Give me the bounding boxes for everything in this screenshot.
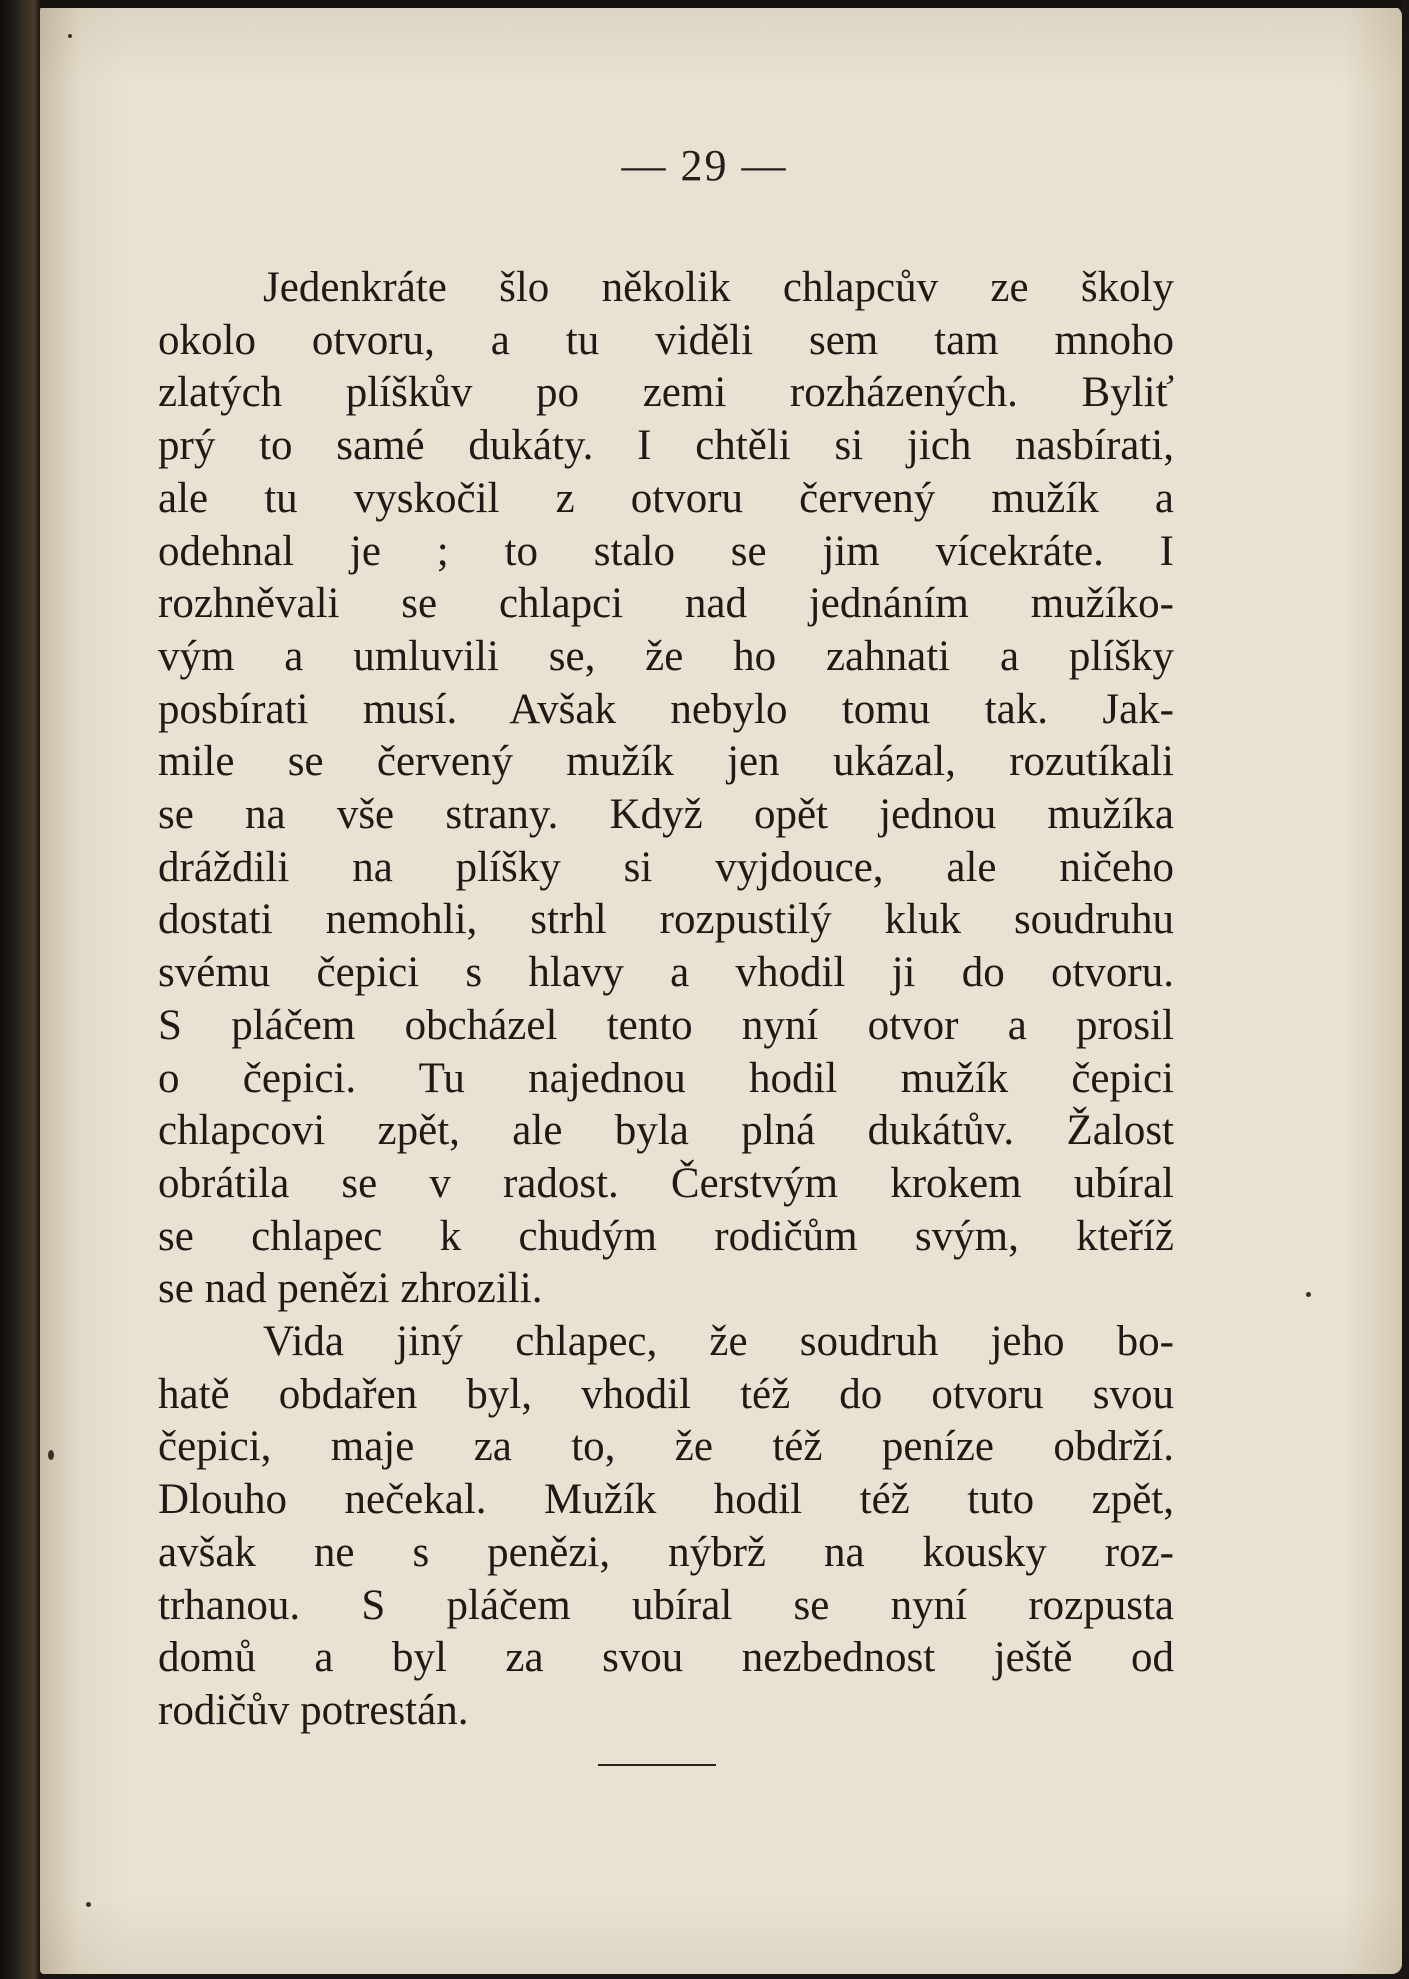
text-line: trhanou. S pláčem ubíral se nyní rozpusta [158,1581,1174,1629]
text-line: vým a umluvili se, že ho zahnati a plíšky [158,632,1174,680]
text-line: domů a byl za svou nezbednost ještě od [158,1634,1174,1682]
text-line: posbírati musí. Avšak nebylo tomu tak. Jak- [158,685,1174,733]
text-line: se chlapec k chudým rodičům svým, kteříž [158,1212,1174,1260]
text-line: okolo otvoru, a tu viděli sem tam mnoho [158,316,1174,364]
paragraph-1 [158,262,1174,1316]
text-line: svému čepici s hlavy a vhodil ji do otvoru. [158,949,1174,997]
end-rule [598,1764,716,1766]
text-line: mile se červený mužík jen ukázal, rozutíkali [158,738,1174,786]
text-line: se na vše strany. Když opět jednou mužíka [158,791,1174,839]
text-line: prý to samé dukáty. I chtěli si jich nasbírati, [158,422,1174,470]
text-line: rodičův potrestán. [158,1686,469,1734]
page-number: — 29 — [621,141,788,190]
text-line: čepici, maje za to, že též peníze obdrží. [158,1423,1174,1471]
paragraph-2 [158,1316,1174,1738]
text-line: hatě obdařen byl, vhodil též do otvoru svou [158,1370,1174,1418]
top-edge [40,0,1402,8]
paper-speck [48,1450,54,1460]
text-line: chlapcovi zpět, ale byla plná dukátův. Žalost [158,1107,1174,1155]
text-line: Jedenkráte šlo několik chlapcův ze školy [263,264,1174,311]
text-line: avšak ne s penězi, nýbrž na kousky roz- [158,1528,1174,1576]
body-text [158,262,1174,1738]
text-line: zlatých plíškův po zemi rozházených. Byliť [158,369,1174,417]
text-line: rozhněvali se chlapci nad jednáním mužíko- [158,580,1174,628]
text-line: obrátila se v radost. Čerstvým krokem ubíral [158,1159,1174,1207]
text-line: dostati nemohli, strhl rozpustilý kluk soudruhu [158,896,1174,944]
paper-speck [1306,1292,1311,1297]
text-line: se nad penězi zhrozili. [158,1265,543,1313]
text-line: Dlouho nečekal. Mužík hodil též tuto zpět, [158,1476,1174,1524]
text-line: odehnal je ; to stalo se jim vícekráte. I [158,527,1174,575]
paper-speck [86,1902,91,1907]
book-spine [0,0,40,1979]
text-line: Vida jiný chlapec, že soudruh jeho bo- [263,1318,1174,1366]
text-line: o čepici. Tu najednou hodil mužík čepici [158,1054,1174,1102]
text-line: ale tu vyskočil z otvoru červený mužík a [158,474,1174,522]
text-line: S pláčem obcházel tento nyní otvor a prosil [158,1001,1174,1049]
paper-speck [68,34,72,38]
text-line: dráždili na plíšky si vyjdouce, ale ničeho [158,843,1174,891]
